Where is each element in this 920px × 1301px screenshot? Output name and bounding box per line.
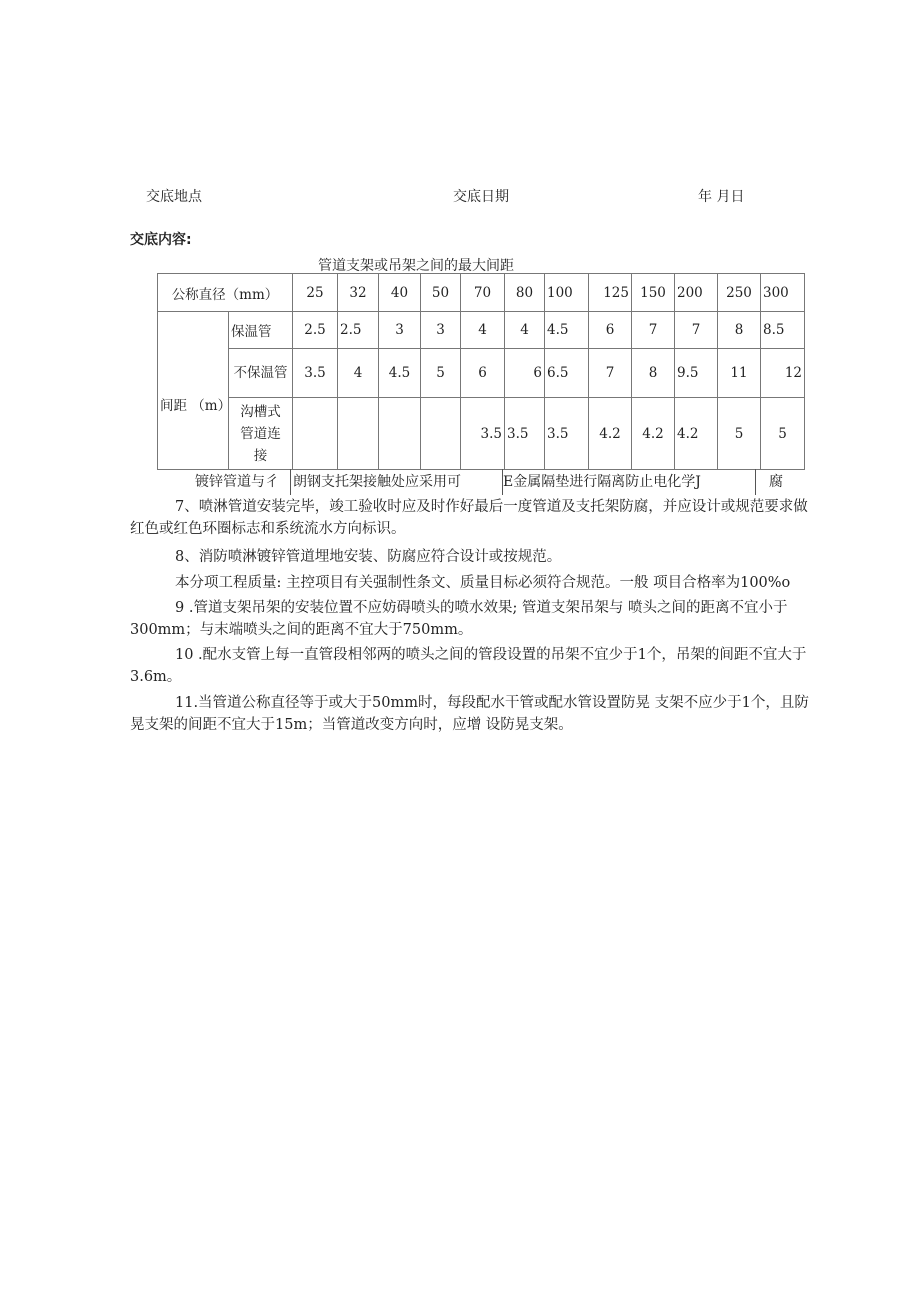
value-cell: 2.5	[338, 312, 379, 349]
value-cell: 5	[421, 349, 461, 398]
value-cell	[338, 398, 379, 470]
value-cell: 8	[632, 349, 675, 398]
diameter-cell: 32	[338, 274, 379, 312]
value-cell: 3.5	[461, 398, 505, 470]
value-cell: 4	[461, 312, 505, 349]
diameter-cell: 25	[293, 274, 338, 312]
paragraph-8: 8、消防喷淋镀锌管道埋地安装、防腐应符合设计或按规范。	[175, 549, 562, 565]
content-label: 交底内容:	[130, 232, 192, 248]
diameter-cell: 300	[761, 274, 805, 312]
quality-statement: 本分项工程质量: 主控项目有关强制性条文、质量目标必须符合规范。一般 项目合格率为100%o	[175, 575, 791, 591]
table-footnote	[157, 469, 798, 495]
value-cell: 4.2	[632, 398, 675, 470]
value-cell: 3	[379, 312, 421, 349]
diameter-cell: 50	[421, 274, 461, 312]
diameter-cell: 200	[675, 274, 718, 312]
value-cell: 7	[675, 312, 718, 349]
diameter-cell: 40	[379, 274, 421, 312]
value-cell: 9.5	[675, 349, 718, 398]
paragraph-10: 10 .配水支管上每一直管段相邻两的喷头之间的管段设置的吊架不宜少于1个，吊架的间距不宜大于3.6m。	[130, 647, 807, 685]
date-label: 交底日期	[453, 189, 509, 205]
footnote-divider	[755, 469, 756, 495]
value-cell: 3.5	[293, 349, 338, 398]
value-cell: 4	[338, 349, 379, 398]
diameter-cell: 150	[632, 274, 675, 312]
location-label: 交底地点	[146, 189, 202, 205]
row-label: 沟槽式管道连接	[229, 398, 293, 470]
footnote-segment: 朗钢支托架接触处应采用可	[293, 474, 461, 490]
value-cell: 6.5	[545, 349, 589, 398]
diameter-cell: 100	[545, 274, 589, 312]
diameter-row	[158, 274, 805, 312]
value-cell: 12	[761, 349, 805, 398]
grooved-row	[158, 398, 805, 470]
footnote-segment: E金属隔垫进行隔离防止电化学J	[503, 474, 701, 490]
value-cell: 11	[718, 349, 761, 398]
paragraph-9: 9 .管道支架吊架的安装位置不应妨碍喷头的喷水效果; 管道支架吊架与 喷头之间的距离不宜小于300mm；与末端喷头之间的距离不宜大于750mm。	[130, 600, 788, 638]
table-title: 管道支架或吊架之间的最大间距	[318, 258, 514, 274]
paragraph-11: 11.当管道公称直径等于或大于50mm时，每段配水干管或配水管设置防晃 支架不应少于1个，且防晃支架的间距不宜大于15m；当管道改变方向时，应增 设防晃支架。	[130, 695, 809, 733]
spacing-label: 间距 （m）	[158, 312, 229, 470]
value-cell	[421, 398, 461, 470]
date-value: 年 月日	[698, 189, 745, 205]
footnote-segment: 镀锌管道与彳	[195, 474, 279, 490]
insulated-row	[158, 312, 805, 349]
footnote-segment: 腐	[769, 474, 783, 490]
support-spacing-table	[157, 273, 805, 470]
diameter-cell: 80	[505, 274, 545, 312]
value-cell: 8.5	[761, 312, 805, 349]
value-cell: 4.2	[675, 398, 718, 470]
value-cell: 3.5	[545, 398, 589, 470]
value-cell	[293, 398, 338, 470]
value-cell: 3	[421, 312, 461, 349]
value-cell: 4.5	[379, 349, 421, 398]
value-cell: 5	[761, 398, 805, 470]
value-cell: 4	[505, 312, 545, 349]
value-cell: 6	[461, 349, 505, 398]
value-cell: 8	[718, 312, 761, 349]
value-cell: 7	[632, 312, 675, 349]
value-cell: 6	[589, 312, 632, 349]
uninsulated-row	[158, 349, 805, 398]
row-label: 保温管	[229, 312, 293, 349]
footnote-divider	[290, 469, 291, 495]
diameter-header: 公称直径（mm）	[158, 274, 293, 312]
diameter-cell: 250	[718, 274, 761, 312]
value-cell: 4.2	[589, 398, 632, 470]
paragraph-7: 7、喷淋管道安装完毕，竣工验收时应及时作好最后一度管道及支托架防腐，并应设计或规范要求做红色或红色环圈标志和系统流水方向标识。	[130, 499, 808, 537]
diameter-cell: 125	[589, 274, 632, 312]
diameter-cell: 70	[461, 274, 505, 312]
value-cell: 7	[589, 349, 632, 398]
value-cell: 3.5	[505, 398, 545, 470]
value-cell: 2.5	[293, 312, 338, 349]
value-cell: 5	[718, 398, 761, 470]
value-cell: 4.5	[545, 312, 589, 349]
row-label: 不保温管	[229, 349, 293, 398]
value-cell	[379, 398, 421, 470]
value-cell: 6	[505, 349, 545, 398]
